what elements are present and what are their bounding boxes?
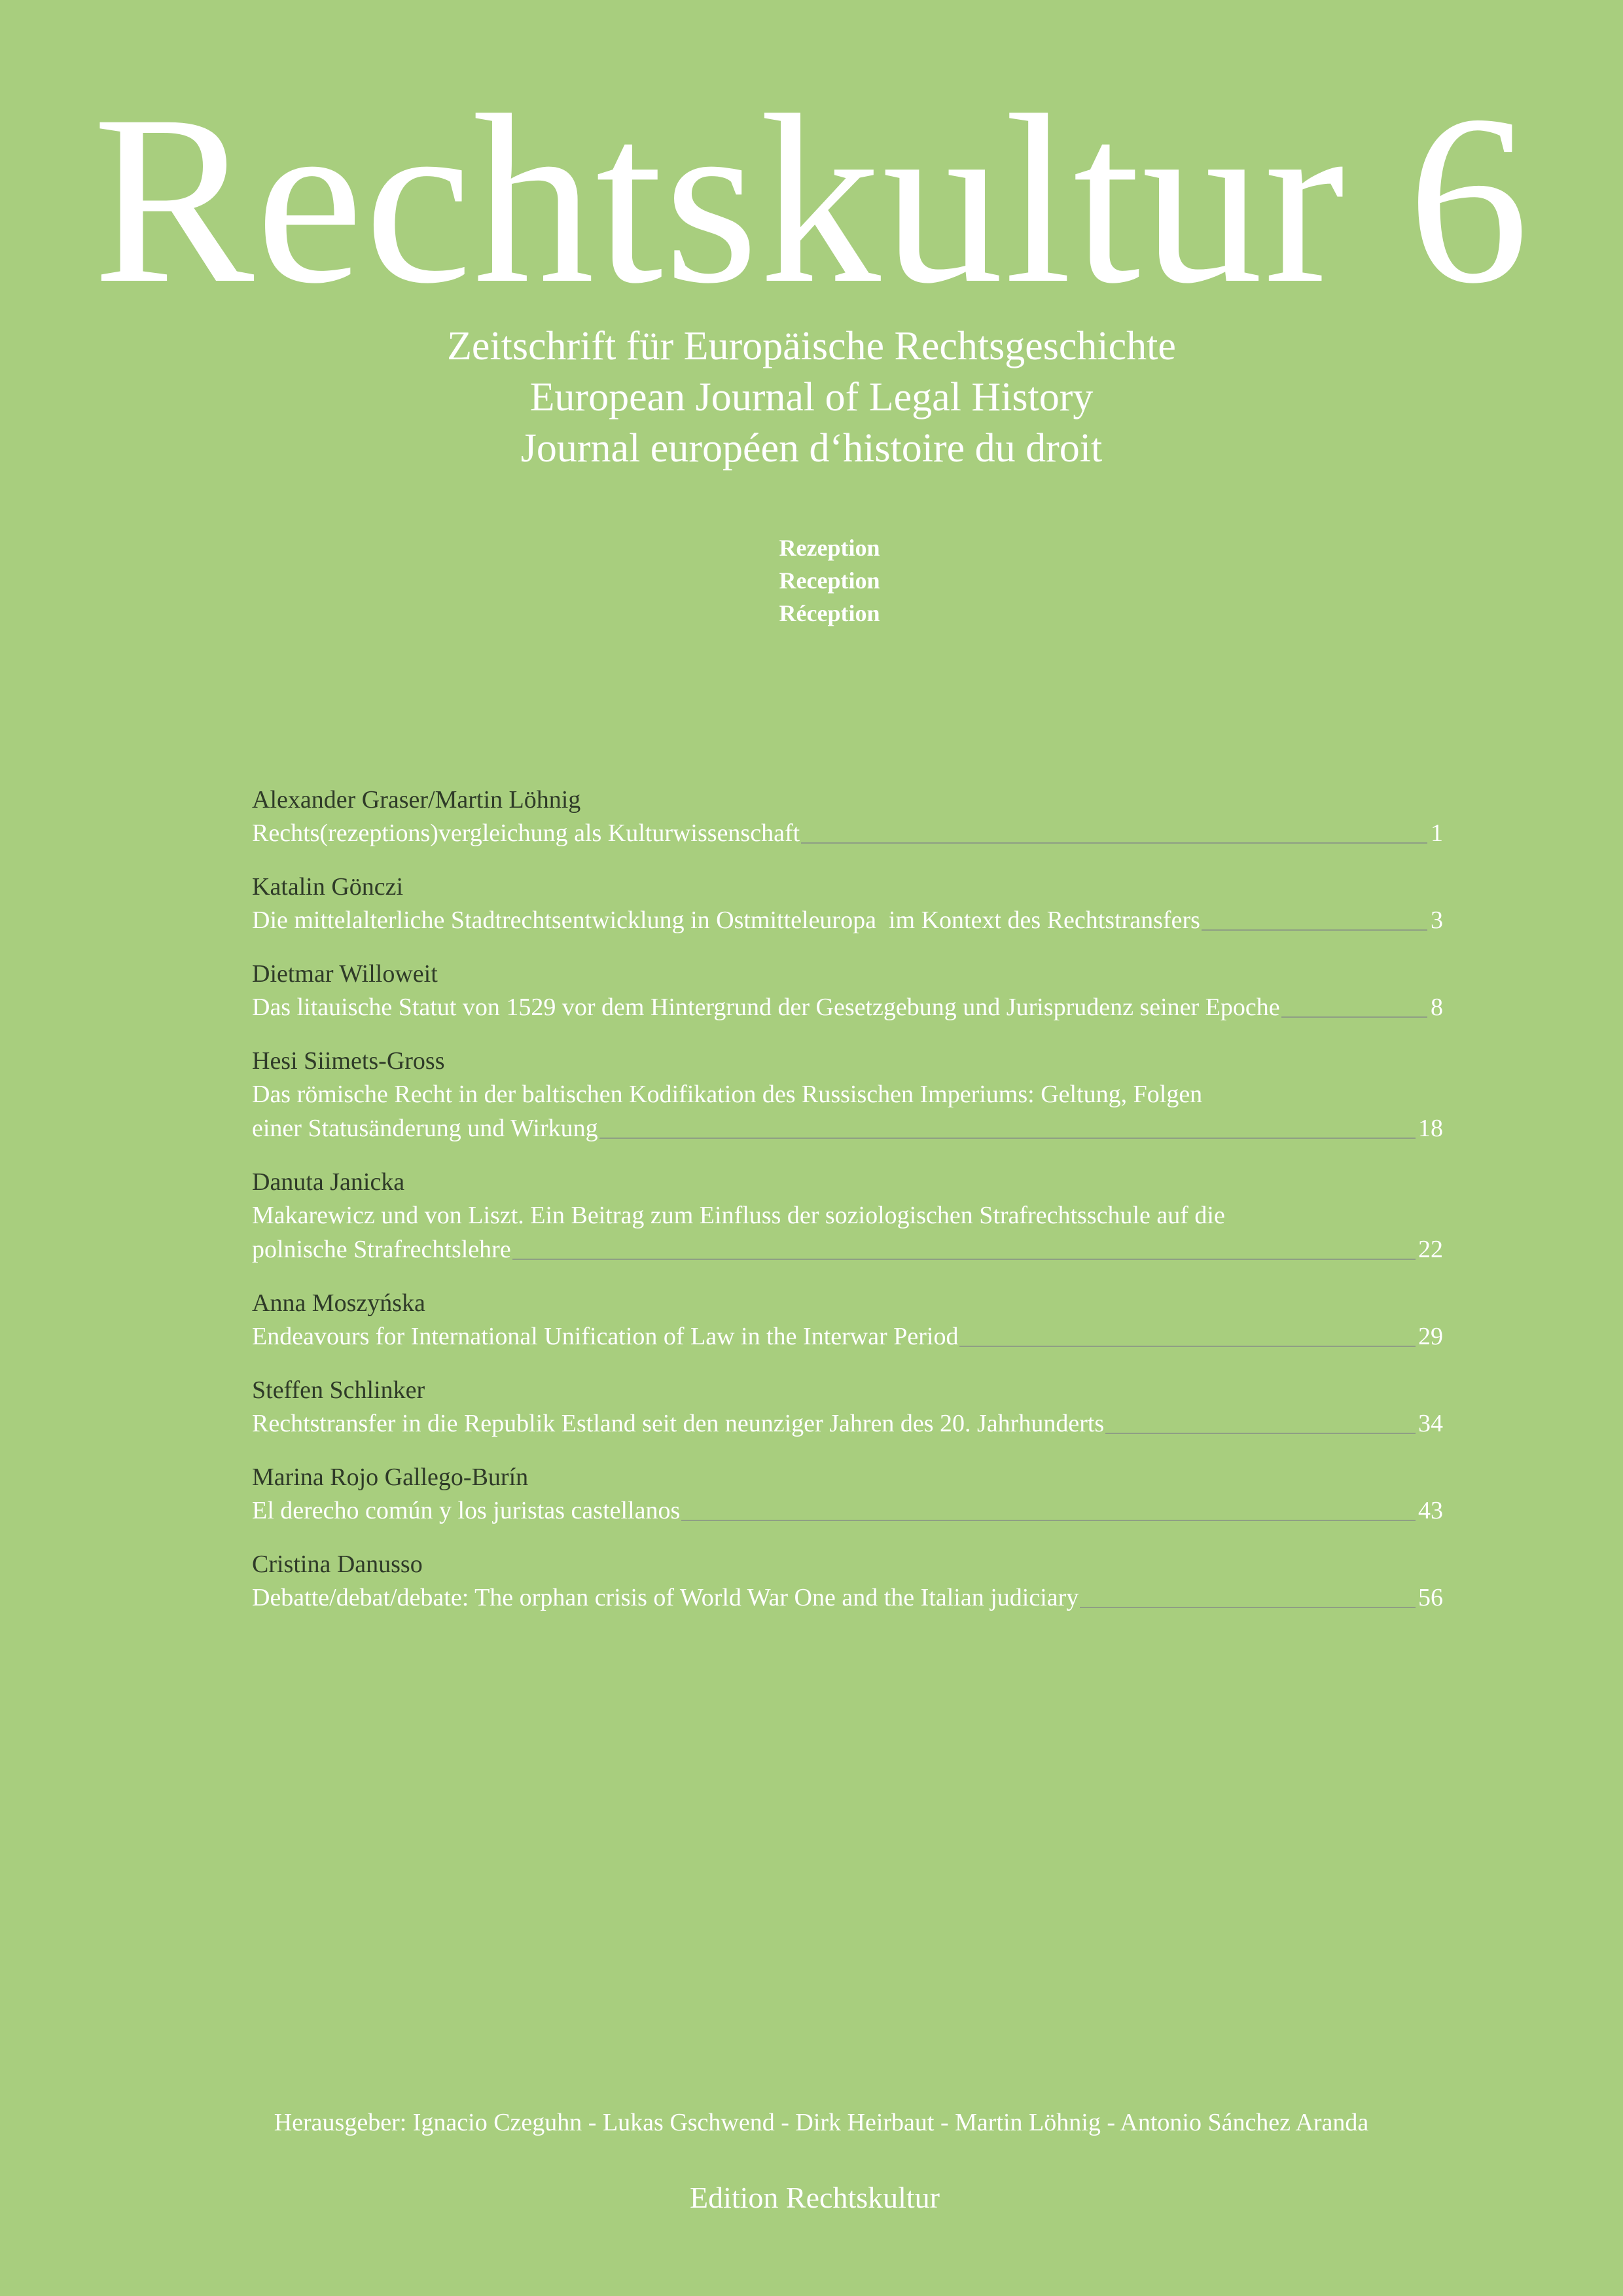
toc-author: Steffen Schlinker: [252, 1376, 425, 1404]
dot-leader: [599, 1138, 1416, 1139]
toc-author: Cristina Danusso: [252, 1551, 423, 1578]
toc-entry: [252, 1287, 1443, 1354]
toc-title: Die mittelalterliche Stadtrechtsentwicklung in Ostmitteleuropa im Kontext des Rechtstransfers: [252, 906, 1200, 934]
editors-line: Herausgeber: Ignacio Czeguhn - Lukas Gschwend - Dirk Heirbaut - Martin Löhnig - Antonio Sánchez Aranda: [274, 2109, 1369, 2136]
issue-theme: [0, 531, 1623, 630]
toc-title: Rechts(rezeptions)vergleichung als Kulturwissenschaft: [252, 819, 800, 847]
toc-title: Das litauische Statut von 1529 vor dem Hintergrund der Gesetzgebung und Jurisprudenz seiner Epoche: [252, 994, 1280, 1021]
dot-leader: [959, 1346, 1416, 1347]
dot-leader: [1281, 1016, 1427, 1018]
toc-page-number: 1: [1431, 819, 1443, 847]
toc-title: Endeavours for International Unification of Law in the Interwar Period: [252, 1323, 959, 1350]
toc-author: Dietmar Willoweit: [252, 960, 438, 988]
theme-french: Réception: [779, 600, 880, 626]
journal-title: Rechtskultur 6: [92, 65, 1531, 334]
toc-title-line: [252, 1581, 1443, 1615]
dot-leader: [1105, 1433, 1416, 1434]
theme-english: Reception: [779, 567, 880, 594]
table-of-contents: [252, 783, 1443, 1635]
toc-page-number: 29: [1418, 1323, 1443, 1350]
toc-title-line: [252, 1232, 1443, 1266]
toc-entry: [252, 783, 1443, 850]
toc-title-line: [252, 903, 1443, 937]
subtitle-french: Journal européen d‘histoire du droit: [520, 426, 1103, 471]
toc-title-line: [252, 1494, 1443, 1528]
toc-entry: [252, 958, 1443, 1024]
toc-author: Alexander Graser/Martin Löhnig: [252, 786, 581, 814]
toc-page-number: 56: [1418, 1584, 1443, 1611]
toc-title-line: [252, 1319, 1443, 1354]
toc-title: polnische Strafrechtslehre: [252, 1236, 511, 1263]
subtitle-english: European Journal of Legal History: [529, 375, 1094, 420]
toc-author: Katalin Gönczi: [252, 873, 404, 901]
dot-leader: [1080, 1607, 1416, 1608]
toc-page-number: 8: [1431, 994, 1443, 1021]
toc-author: Marina Rojo Gallego-Burín: [252, 1463, 529, 1491]
toc-page-number: 22: [1418, 1236, 1443, 1263]
toc-title-first-line: Das römische Recht in der baltischen Kodifikation des Russischen Imperiums: Geltung, Folgen: [252, 1081, 1203, 1108]
toc-title-line: [252, 1111, 1443, 1145]
toc-entry: [252, 1166, 1443, 1266]
toc-entry: [252, 1045, 1443, 1145]
toc-title: Debatte/debat/debate: The orphan crisis of World War One and the Italian judiciary: [252, 1584, 1079, 1611]
toc-title-line: [252, 1407, 1443, 1441]
toc-title: Rechtstransfer in die Republik Estland seit den neunziger Jahren des 20. Jahrhunderts: [252, 1410, 1105, 1437]
toc-page-number: 43: [1418, 1497, 1443, 1524]
toc-title-line: [252, 990, 1443, 1024]
toc-page-number: 18: [1418, 1115, 1443, 1142]
subtitle-german: Zeitschrift für Europäische Rechtsgeschichte: [447, 324, 1176, 368]
toc-page-number: 3: [1431, 906, 1443, 934]
dot-leader: [801, 842, 1427, 844]
toc-author: Anna Moszyńska: [252, 1289, 425, 1317]
publisher-name: Edition Rechtskultur: [689, 2181, 940, 2214]
toc-entry: [252, 1374, 1443, 1441]
dot-leader: [1202, 929, 1427, 931]
toc-title-first-line: Makarewicz und von Liszt. Ein Beitrag zum Einfluss der soziologischen Strafrechtsschule auf die: [252, 1202, 1225, 1229]
toc-title: El derecho común y los juristas castellanos: [252, 1497, 681, 1524]
journal-subtitles: [0, 321, 1623, 474]
toc-author: Danuta Janicka: [252, 1168, 405, 1196]
toc-entry: [252, 1548, 1443, 1615]
dot-leader: [681, 1520, 1416, 1521]
toc-entry: [252, 1461, 1443, 1528]
toc-title-line: [252, 816, 1443, 850]
theme-german: Rezeption: [779, 535, 880, 561]
toc-author: Hesi Siimets-Gross: [252, 1047, 445, 1075]
toc-page-number: 34: [1418, 1410, 1443, 1437]
toc-entry: [252, 870, 1443, 937]
toc-title: einer Statusänderung und Wirkung: [252, 1115, 598, 1142]
dot-leader: [512, 1259, 1416, 1260]
